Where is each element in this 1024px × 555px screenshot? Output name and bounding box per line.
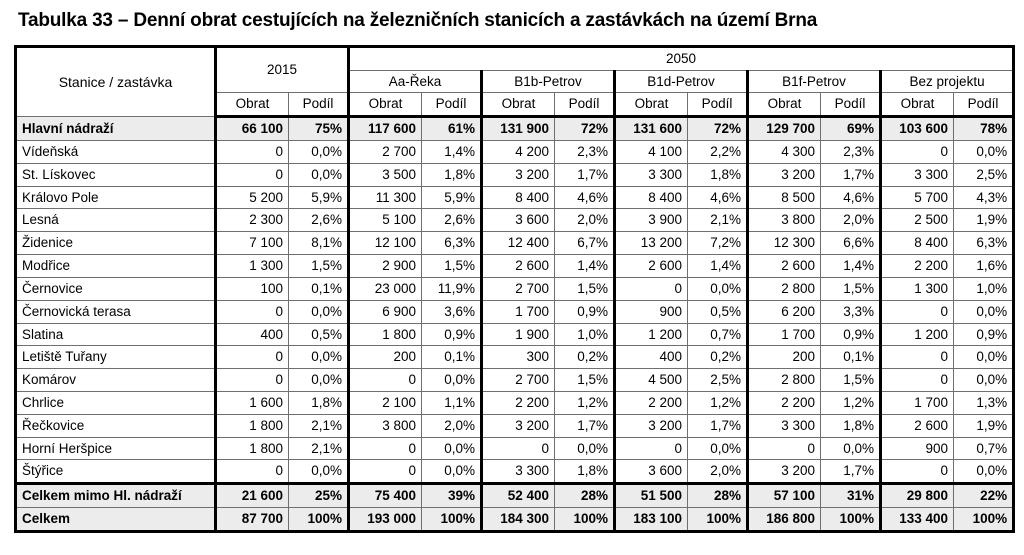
cell-obrat-b1d: 3 600: [615, 460, 688, 484]
cell-obrat-b1b: 12 400: [482, 232, 555, 255]
cell-obrat-2015: 21 600: [216, 484, 289, 508]
cell-podil-2015: 2,1%: [289, 437, 349, 460]
cell-obrat-bez: 133 400: [881, 508, 954, 532]
cell-obrat-2015: 400: [216, 323, 289, 346]
cell-obrat-bez: 1 700: [881, 391, 954, 414]
cell-obrat-bez: 2 200: [881, 255, 954, 278]
cell-podil-b1d: 1,7%: [688, 414, 748, 437]
cell-obrat-bez: 5 700: [881, 186, 954, 209]
cell-obrat-aa-reka: 3 500: [349, 163, 422, 186]
header-sub-obrat-b1f: Obrat: [748, 93, 821, 117]
table-head: [16, 46, 1014, 116]
cell-obrat-b1d: 4 100: [615, 141, 688, 164]
header-row-groups: [16, 46, 1014, 70]
row-station-name: Černovická terasa: [16, 300, 216, 323]
cell-obrat-aa-reka: 1 800: [349, 323, 422, 346]
cell-podil-b1b: 6,7%: [555, 232, 615, 255]
cell-podil-bez: 0,9%: [954, 323, 1014, 346]
cell-podil-b1f: 1,5%: [821, 277, 881, 300]
header-scenario-b1d-petrov: B1d-Petrov: [615, 70, 748, 93]
cell-obrat-b1f: 200: [748, 346, 821, 369]
cell-podil-b1d: 2,0%: [688, 460, 748, 484]
cell-obrat-aa-reka: 23 000: [349, 277, 422, 300]
cell-obrat-b1b: 184 300: [482, 508, 555, 532]
cell-obrat-b1d: 3 200: [615, 414, 688, 437]
cell-podil-aa-reka: 61%: [422, 117, 482, 141]
cell-podil-b1f: 1,5%: [821, 369, 881, 392]
cell-podil-aa-reka: 11,9%: [422, 277, 482, 300]
cell-obrat-2015: 0: [216, 300, 289, 323]
cell-obrat-bez: 29 800: [881, 484, 954, 508]
cell-obrat-b1f: 3 300: [748, 414, 821, 437]
cell-obrat-b1b: 2 600: [482, 255, 555, 278]
table-row: [16, 141, 1014, 164]
cell-podil-2015: 0,0%: [289, 300, 349, 323]
cell-obrat-aa-reka: 193 000: [349, 508, 422, 532]
cell-podil-bez: 0,0%: [954, 141, 1014, 164]
cell-obrat-b1f: 2 200: [748, 391, 821, 414]
row-station-name: Řečkovice: [16, 414, 216, 437]
cell-obrat-b1f: 8 500: [748, 186, 821, 209]
cell-podil-b1b: 1,0%: [555, 323, 615, 346]
cell-obrat-b1b: 0: [482, 437, 555, 460]
header-station-col: Stanice / zastávka: [16, 46, 216, 116]
cell-podil-2015: 100%: [289, 508, 349, 532]
cell-obrat-b1d: 0: [615, 437, 688, 460]
cell-obrat-b1f: 3 200: [748, 163, 821, 186]
cell-obrat-b1d: 3 300: [615, 163, 688, 186]
table-row: [16, 460, 1014, 484]
cell-obrat-aa-reka: 0: [349, 437, 422, 460]
cell-obrat-bez: 0: [881, 141, 954, 164]
cell-podil-b1b: 1,7%: [555, 163, 615, 186]
cell-podil-2015: 75%: [289, 117, 349, 141]
cell-podil-bez: 78%: [954, 117, 1014, 141]
cell-obrat-b1d: 2 600: [615, 255, 688, 278]
cell-podil-b1f: 1,7%: [821, 163, 881, 186]
cell-obrat-b1f: 6 200: [748, 300, 821, 323]
cell-podil-b1f: 100%: [821, 508, 881, 532]
cell-obrat-aa-reka: 6 900: [349, 300, 422, 323]
cell-obrat-aa-reka: 3 800: [349, 414, 422, 437]
cell-podil-2015: 1,8%: [289, 391, 349, 414]
cell-obrat-bez: 2 500: [881, 209, 954, 232]
cell-obrat-aa-reka: 2 700: [349, 141, 422, 164]
cell-podil-2015: 25%: [289, 484, 349, 508]
cell-podil-bez: 4,3%: [954, 186, 1014, 209]
cell-obrat-b1b: 300: [482, 346, 555, 369]
cell-podil-2015: 2,1%: [289, 414, 349, 437]
cell-podil-aa-reka: 1,4%: [422, 141, 482, 164]
cell-podil-b1f: 2,0%: [821, 209, 881, 232]
cell-obrat-b1f: 2 600: [748, 255, 821, 278]
cell-obrat-b1b: 3 600: [482, 209, 555, 232]
cell-podil-b1d: 72%: [688, 117, 748, 141]
table-row: [16, 300, 1014, 323]
cell-obrat-2015: 1 300: [216, 255, 289, 278]
cell-podil-bez: 0,0%: [954, 346, 1014, 369]
header-year-2050: 2050: [349, 46, 1014, 70]
cell-podil-2015: 0,0%: [289, 460, 349, 484]
header-sub-podil-aa-reka: Podíl: [422, 93, 482, 117]
cell-obrat-b1f: 2 800: [748, 277, 821, 300]
cell-obrat-2015: 1 600: [216, 391, 289, 414]
row-station-name: Celkem: [16, 508, 216, 532]
table-body: [16, 117, 1014, 532]
cell-obrat-aa-reka: 0: [349, 460, 422, 484]
cell-obrat-b1f: 2 800: [748, 369, 821, 392]
cell-podil-2015: 5,9%: [289, 186, 349, 209]
cell-podil-b1f: 3,3%: [821, 300, 881, 323]
cell-obrat-b1f: 0: [748, 437, 821, 460]
table-row: [16, 209, 1014, 232]
cell-podil-aa-reka: 0,0%: [422, 460, 482, 484]
cell-obrat-2015: 2 300: [216, 209, 289, 232]
cell-obrat-2015: 100: [216, 277, 289, 300]
cell-podil-b1f: 31%: [821, 484, 881, 508]
cell-podil-bez: 22%: [954, 484, 1014, 508]
cell-podil-b1f: 4,6%: [821, 186, 881, 209]
cell-obrat-b1d: 13 200: [615, 232, 688, 255]
cell-obrat-b1d: 1 200: [615, 323, 688, 346]
table-row: [16, 508, 1014, 532]
table-row: [16, 369, 1014, 392]
table-container: [0, 33, 1024, 533]
cell-podil-b1d: 0,5%: [688, 300, 748, 323]
cell-podil-b1b: 1,8%: [555, 460, 615, 484]
cell-obrat-aa-reka: 5 100: [349, 209, 422, 232]
row-station-name: Štýřice: [16, 460, 216, 484]
cell-obrat-2015: 5 200: [216, 186, 289, 209]
row-station-name: Černovice: [16, 277, 216, 300]
cell-obrat-b1f: 57 100: [748, 484, 821, 508]
header-sub-podil-bez: Podíl: [954, 93, 1014, 117]
cell-podil-2015: 0,0%: [289, 369, 349, 392]
row-station-name: Královo Pole: [16, 186, 216, 209]
cell-obrat-aa-reka: 117 600: [349, 117, 422, 141]
cell-podil-b1b: 1,2%: [555, 391, 615, 414]
cell-obrat-b1d: 131 600: [615, 117, 688, 141]
header-scenario-b1b-petrov: B1b-Petrov: [482, 70, 615, 93]
table-row: [16, 323, 1014, 346]
cell-obrat-b1d: 4 500: [615, 369, 688, 392]
cell-podil-b1b: 4,6%: [555, 186, 615, 209]
cell-podil-bez: 1,9%: [954, 414, 1014, 437]
cell-obrat-bez: 0: [881, 460, 954, 484]
table-row: [16, 186, 1014, 209]
cell-podil-b1b: 1,5%: [555, 277, 615, 300]
table-row: [16, 437, 1014, 460]
header-sub-obrat-b1d: Obrat: [615, 93, 688, 117]
cell-obrat-bez: 2 600: [881, 414, 954, 437]
header-sub-obrat-b1b: Obrat: [482, 93, 555, 117]
header-scenario-aa-reka: Aa-Řeka: [349, 70, 482, 93]
cell-podil-aa-reka: 0,1%: [422, 346, 482, 369]
cell-podil-b1b: 0,2%: [555, 346, 615, 369]
cell-podil-b1d: 1,4%: [688, 255, 748, 278]
row-station-name: Židenice: [16, 232, 216, 255]
header-sub-obrat-aa-reka: Obrat: [349, 93, 422, 117]
cell-podil-b1d: 2,5%: [688, 369, 748, 392]
cell-podil-2015: 2,6%: [289, 209, 349, 232]
header-sub-podil-b1b: Podíl: [555, 93, 615, 117]
cell-obrat-b1f: 1 700: [748, 323, 821, 346]
cell-podil-b1f: 0,1%: [821, 346, 881, 369]
cell-podil-b1d: 1,8%: [688, 163, 748, 186]
cell-podil-b1d: 0,0%: [688, 437, 748, 460]
row-station-name: Slatina: [16, 323, 216, 346]
cell-obrat-b1b: 3 200: [482, 163, 555, 186]
cell-obrat-b1d: 400: [615, 346, 688, 369]
row-station-name: Hlavní nádraží: [16, 117, 216, 141]
cell-obrat-b1f: 129 700: [748, 117, 821, 141]
cell-podil-2015: 0,1%: [289, 277, 349, 300]
cell-obrat-bez: 1 200: [881, 323, 954, 346]
cell-obrat-2015: 7 100: [216, 232, 289, 255]
cell-obrat-b1d: 2 200: [615, 391, 688, 414]
cell-podil-b1d: 4,6%: [688, 186, 748, 209]
cell-podil-b1d: 2,1%: [688, 209, 748, 232]
cell-obrat-b1d: 0: [615, 277, 688, 300]
cell-obrat-b1f: 12 300: [748, 232, 821, 255]
header-sub-podil-2015: Podíl: [289, 93, 349, 117]
cell-obrat-2015: 0: [216, 369, 289, 392]
cell-podil-aa-reka: 39%: [422, 484, 482, 508]
cell-obrat-2015: 1 800: [216, 414, 289, 437]
cell-obrat-b1b: 2 700: [482, 277, 555, 300]
cell-podil-b1b: 100%: [555, 508, 615, 532]
cell-podil-2015: 0,0%: [289, 141, 349, 164]
cell-podil-b1d: 0,0%: [688, 277, 748, 300]
row-station-name: Lesná: [16, 209, 216, 232]
header-sub-obrat-2015: Obrat: [216, 93, 289, 117]
cell-podil-bez: 1,3%: [954, 391, 1014, 414]
cell-podil-aa-reka: 3,6%: [422, 300, 482, 323]
cell-obrat-2015: 87 700: [216, 508, 289, 532]
cell-podil-aa-reka: 0,0%: [422, 437, 482, 460]
cell-obrat-bez: 0: [881, 369, 954, 392]
cell-podil-b1f: 6,6%: [821, 232, 881, 255]
cell-obrat-2015: 0: [216, 163, 289, 186]
cell-podil-b1b: 2,3%: [555, 141, 615, 164]
cell-podil-bez: 1,0%: [954, 277, 1014, 300]
cell-podil-2015: 0,0%: [289, 163, 349, 186]
cell-podil-b1b: 1,4%: [555, 255, 615, 278]
cell-podil-b1d: 28%: [688, 484, 748, 508]
cell-obrat-aa-reka: 0: [349, 369, 422, 392]
table-row: [16, 414, 1014, 437]
cell-obrat-b1d: 51 500: [615, 484, 688, 508]
row-station-name: Komárov: [16, 369, 216, 392]
cell-obrat-2015: 1 800: [216, 437, 289, 460]
header-scenario-bez-projektu: Bez projektu: [881, 70, 1014, 93]
cell-podil-bez: 2,5%: [954, 163, 1014, 186]
cell-podil-bez: 100%: [954, 508, 1014, 532]
cell-obrat-b1b: 3 200: [482, 414, 555, 437]
row-station-name: Chrlice: [16, 391, 216, 414]
table-row: [16, 484, 1014, 508]
cell-podil-aa-reka: 0,0%: [422, 369, 482, 392]
cell-obrat-2015: 0: [216, 460, 289, 484]
cell-podil-aa-reka: 100%: [422, 508, 482, 532]
header-scenario-b1f-petrov: B1f-Petrov: [748, 70, 881, 93]
cell-obrat-b1b: 1 700: [482, 300, 555, 323]
row-station-name: Celkem mimo Hl. nádraží: [16, 484, 216, 508]
row-station-name: Letiště Tuřany: [16, 346, 216, 369]
row-station-name: Vídeňská: [16, 141, 216, 164]
cell-obrat-aa-reka: 200: [349, 346, 422, 369]
table-row: [16, 117, 1014, 141]
cell-podil-b1f: 1,7%: [821, 460, 881, 484]
cell-podil-b1d: 100%: [688, 508, 748, 532]
cell-obrat-b1b: 8 400: [482, 186, 555, 209]
cell-obrat-b1b: 3 300: [482, 460, 555, 484]
cell-podil-b1b: 1,7%: [555, 414, 615, 437]
table-row: [16, 255, 1014, 278]
cell-obrat-aa-reka: 2 100: [349, 391, 422, 414]
cell-podil-2015: 8,1%: [289, 232, 349, 255]
cell-obrat-b1d: 183 100: [615, 508, 688, 532]
cell-podil-2015: 0,0%: [289, 346, 349, 369]
row-station-name: St. Lískovec: [16, 163, 216, 186]
cell-podil-b1b: 72%: [555, 117, 615, 141]
cell-obrat-aa-reka: 12 100: [349, 232, 422, 255]
cell-podil-aa-reka: 1,1%: [422, 391, 482, 414]
cell-podil-b1b: 0,9%: [555, 300, 615, 323]
cell-podil-aa-reka: 0,9%: [422, 323, 482, 346]
row-station-name: Modřice: [16, 255, 216, 278]
cell-obrat-aa-reka: 2 900: [349, 255, 422, 278]
cell-podil-2015: 1,5%: [289, 255, 349, 278]
cell-podil-aa-reka: 2,6%: [422, 209, 482, 232]
cell-obrat-b1b: 1 900: [482, 323, 555, 346]
cell-podil-b1b: 2,0%: [555, 209, 615, 232]
table-row: [16, 391, 1014, 414]
cell-obrat-b1f: 3 200: [748, 460, 821, 484]
table-row: [16, 232, 1014, 255]
table-row: [16, 346, 1014, 369]
cell-obrat-bez: 0: [881, 346, 954, 369]
cell-podil-b1f: 1,8%: [821, 414, 881, 437]
cell-obrat-bez: 8 400: [881, 232, 954, 255]
cell-podil-aa-reka: 1,5%: [422, 255, 482, 278]
cell-podil-bez: 1,9%: [954, 209, 1014, 232]
cell-obrat-b1d: 3 900: [615, 209, 688, 232]
cell-obrat-2015: 0: [216, 346, 289, 369]
cell-podil-aa-reka: 5,9%: [422, 186, 482, 209]
cell-podil-aa-reka: 1,8%: [422, 163, 482, 186]
row-station-name: Horní Heršpice: [16, 437, 216, 460]
cell-podil-b1d: 7,2%: [688, 232, 748, 255]
cell-podil-bez: 0,0%: [954, 460, 1014, 484]
cell-obrat-aa-reka: 75 400: [349, 484, 422, 508]
table-row: [16, 277, 1014, 300]
passenger-turnover-table: [14, 45, 1015, 533]
cell-podil-b1f: 0,9%: [821, 323, 881, 346]
cell-podil-bez: 1,6%: [954, 255, 1014, 278]
cell-obrat-b1b: 2 700: [482, 369, 555, 392]
cell-podil-b1f: 69%: [821, 117, 881, 141]
cell-podil-b1d: 1,2%: [688, 391, 748, 414]
cell-podil-b1b: 0,0%: [555, 437, 615, 460]
header-sub-podil-b1f: Podíl: [821, 93, 881, 117]
cell-podil-b1f: 0,0%: [821, 437, 881, 460]
cell-obrat-b1f: 186 800: [748, 508, 821, 532]
cell-podil-b1f: 1,4%: [821, 255, 881, 278]
cell-obrat-b1b: 52 400: [482, 484, 555, 508]
cell-obrat-bez: 0: [881, 300, 954, 323]
cell-obrat-b1f: 3 800: [748, 209, 821, 232]
cell-obrat-bez: 1 300: [881, 277, 954, 300]
cell-obrat-bez: 3 300: [881, 163, 954, 186]
cell-podil-b1d: 2,2%: [688, 141, 748, 164]
cell-obrat-2015: 66 100: [216, 117, 289, 141]
cell-podil-aa-reka: 2,0%: [422, 414, 482, 437]
cell-obrat-2015: 0: [216, 141, 289, 164]
cell-podil-2015: 0,5%: [289, 323, 349, 346]
cell-podil-bez: 6,3%: [954, 232, 1014, 255]
header-year-2015: 2015: [216, 46, 349, 93]
cell-obrat-b1b: 131 900: [482, 117, 555, 141]
cell-podil-bez: 0,7%: [954, 437, 1014, 460]
header-sub-obrat-bez: Obrat: [881, 93, 954, 117]
cell-podil-bez: 0,0%: [954, 300, 1014, 323]
cell-podil-b1f: 2,3%: [821, 141, 881, 164]
header-sub-podil-b1d: Podíl: [688, 93, 748, 117]
cell-podil-aa-reka: 6,3%: [422, 232, 482, 255]
cell-obrat-aa-reka: 11 300: [349, 186, 422, 209]
cell-podil-b1d: 0,2%: [688, 346, 748, 369]
cell-obrat-b1d: 8 400: [615, 186, 688, 209]
cell-podil-b1f: 1,2%: [821, 391, 881, 414]
cell-podil-b1b: 28%: [555, 484, 615, 508]
table-caption: Tabulka 33 – Denní obrat cestujících na železničních stanicích a zastávkách na území Brna: [18, 10, 818, 31]
cell-obrat-bez: 103 600: [881, 117, 954, 141]
cell-podil-bez: 0,0%: [954, 369, 1014, 392]
cell-obrat-bez: 900: [881, 437, 954, 460]
cell-podil-b1d: 0,7%: [688, 323, 748, 346]
cell-obrat-b1b: 4 200: [482, 141, 555, 164]
cell-obrat-b1d: 900: [615, 300, 688, 323]
cell-obrat-b1f: 4 300: [748, 141, 821, 164]
cell-obrat-b1b: 2 200: [482, 391, 555, 414]
cell-podil-b1b: 1,5%: [555, 369, 615, 392]
table-row: [16, 163, 1014, 186]
